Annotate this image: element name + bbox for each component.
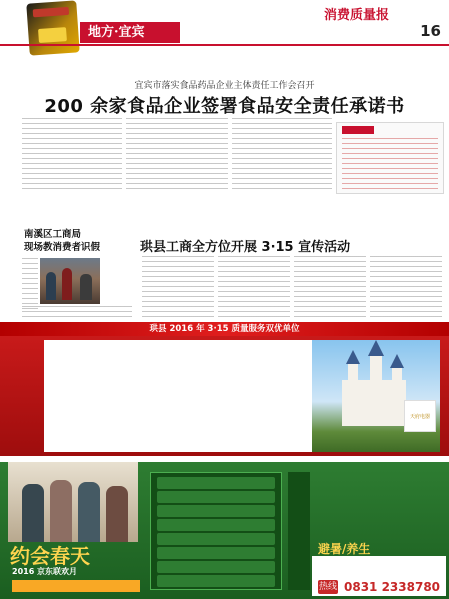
ad-promo-line (157, 519, 275, 531)
ad-business-item (228, 380, 298, 389)
story-mid-column-1 (142, 256, 214, 318)
ad-business-item (158, 371, 228, 380)
ad-business-item (88, 398, 158, 407)
ad-promo-line (157, 491, 275, 503)
ad-phone-number: 0831 2338780 (344, 580, 441, 594)
ad-business-item (228, 344, 298, 353)
sidebar-text (342, 138, 438, 190)
photo-consumers (40, 258, 100, 304)
ad-promo-line (157, 575, 275, 587)
ad-business-item (228, 362, 298, 371)
ad-spring-note (12, 580, 140, 592)
ad-banner-title: 珙县 2016 年 3·15 质量服务双优单位 (0, 322, 449, 336)
main-article-column-3 (232, 118, 332, 190)
ad-promo-line (157, 505, 275, 517)
story-left-title-line2: 现场教消费者识假 (24, 242, 101, 253)
story-mid-column-2 (218, 256, 290, 318)
ad-business-item (88, 380, 158, 389)
story-left-title-line1: 南溪区工商局 (24, 229, 82, 240)
ad-health-title: 避暑/养生 (318, 542, 371, 556)
ad-divider-strip (288, 472, 310, 590)
newspaper-brand: 消费质量报 (323, 8, 389, 23)
sidebar-tag (342, 126, 374, 134)
page-number: 16 (420, 22, 441, 40)
main-article-column-2 (126, 118, 228, 190)
ad-business-item (228, 371, 298, 380)
main-headline: 200 余家食品企业签署食品安全责任承诺书 (44, 96, 405, 117)
castle-illustration (312, 340, 440, 452)
story-left-title (24, 228, 100, 254)
ad-spring-subtitle: 2016 京东联欢月 (12, 567, 78, 576)
section-label: 地方·宜宾 (80, 22, 180, 43)
ad-business-item (158, 398, 228, 407)
phone-icon: 热线 (318, 582, 337, 592)
ad-promo-line (157, 533, 275, 545)
ad-business-item (88, 344, 158, 353)
ad-promo-line (157, 561, 275, 573)
ad-business-item (88, 371, 158, 380)
newspaper-logo-badge (26, 0, 80, 55)
ad-spring-title: 约会春天 (10, 544, 90, 568)
story-mid-title: 珙县工商全方位开展 3·15 宣传活动 (140, 240, 351, 255)
ad-promo-line (157, 547, 275, 559)
ad-business-item (158, 344, 228, 353)
story-left-text-2 (22, 306, 132, 320)
ad-business-item (88, 389, 158, 398)
ad-business-item (228, 398, 298, 407)
story-mid-column-3 (294, 256, 366, 318)
store-logo: 天府电器 (404, 400, 436, 432)
ad-business-item (88, 362, 158, 371)
ad-business-item (228, 353, 298, 362)
main-article-column-1 (22, 118, 122, 190)
story-left-text (22, 258, 38, 310)
ad-business-item (158, 380, 228, 389)
ad-promo-line (157, 477, 275, 489)
ad-business-item (228, 389, 298, 398)
header-divider (0, 44, 449, 46)
main-subhead: 宜宾市落实食品药品企业主体责任工作会召开 (134, 81, 315, 91)
ad-people-photo (8, 462, 138, 542)
ad-business-item (158, 362, 228, 371)
ad-business-item (158, 389, 228, 398)
ad-promo-list (150, 472, 282, 590)
ad-business-item (88, 353, 158, 362)
ad-business-list (88, 344, 308, 407)
story-right-column (370, 256, 442, 318)
ad-business-item (158, 353, 228, 362)
